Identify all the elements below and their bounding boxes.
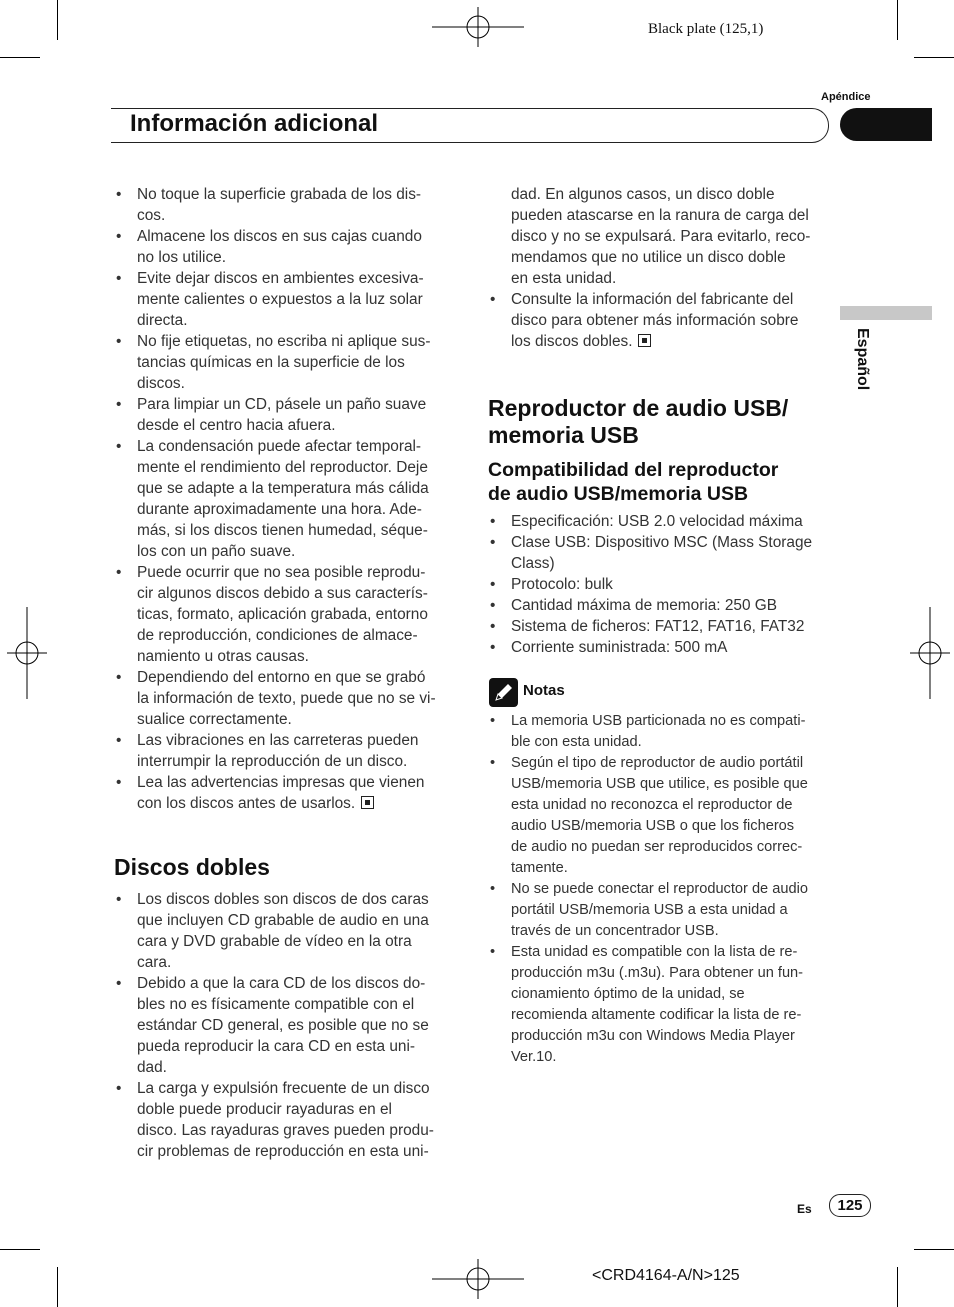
list-item	[114, 1078, 459, 1162]
text-line: los con un paño suave.	[137, 543, 296, 560]
language-label: Español	[854, 328, 871, 391]
plate-label: Black plate (125,1)	[648, 21, 764, 37]
text-line: pueda reproducir la cara CD en esta uni-	[137, 1038, 416, 1055]
list-item	[488, 289, 836, 352]
list-item	[114, 394, 459, 436]
note-pencil-icon	[489, 678, 518, 707]
text-line: cir algunos discos debido a sus caracterís-	[137, 585, 428, 602]
text-line: dad.	[137, 1059, 167, 1076]
text-line: en esta unidad.	[511, 270, 617, 287]
text-line: los discos dobles.	[511, 333, 633, 350]
text-line: bles no es físicamente compatible con el	[137, 996, 415, 1013]
text-line: doble puede producir rayaduras en el	[137, 1101, 392, 1118]
text-line: disco para obtener más información sobre	[511, 312, 799, 329]
usb-section-heading	[488, 395, 788, 449]
text-line: No se puede conectar el reproductor de audio	[511, 881, 808, 897]
text-line: audio USB/memoria USB o que los ficheros	[511, 818, 795, 834]
text-line: directa.	[137, 312, 188, 329]
text-line: tancias químicas en la superficie de los	[137, 354, 405, 371]
text-line: dad. En algunos casos, un disco doble	[511, 186, 775, 203]
list-item	[488, 753, 838, 879]
appendix-label: Apéndice	[821, 91, 871, 103]
text-line: ticas, formato, aplicación grabada, entorno	[137, 606, 428, 623]
discos-dobles-heading: Discos dobles	[114, 854, 270, 880]
text-line: La condensación puede afectar temporal-	[137, 438, 422, 455]
crop-mark	[897, 1267, 898, 1307]
discos-dobles-list	[114, 889, 459, 1162]
text-line: de audio no puedan ser reproducidos correc-	[511, 839, 803, 855]
list-item	[114, 772, 459, 814]
text-line: Especificación: USB 2.0 velocidad máxima	[511, 513, 803, 530]
list-item	[488, 637, 838, 658]
text-line: La memoria USB particionada no es compati-	[511, 713, 806, 729]
text-line: No toque la superficie grabada de los dis-	[137, 186, 422, 203]
end-mark-icon	[361, 796, 374, 809]
text-line: Esta unidad es compatible con la lista de re-	[511, 944, 798, 960]
text-line: Debido a que la cara CD de los discos do-	[137, 975, 426, 992]
text-line: producción m3u (.m3u). Para obtener un fun-	[511, 965, 804, 981]
list-item	[114, 562, 459, 667]
text-line: durante aproximadamente una hora. Ade-	[137, 501, 422, 518]
text-line: Clase USB: Dispositivo MSC (Mass Storage	[511, 534, 813, 551]
list-item	[114, 889, 459, 973]
text-line: Dependiendo del entorno en que se grabó	[137, 669, 426, 686]
text-line: esta unidad no reconozca el reproductor de	[511, 797, 793, 813]
list-item	[488, 711, 838, 753]
chapter-tab	[840, 108, 932, 141]
text-line: no los utilice.	[137, 249, 226, 266]
list-item	[114, 667, 459, 730]
text-line: estándar CD general, es posible que no se	[137, 1017, 429, 1034]
text-line: Los discos dobles son discos de dos caras	[137, 891, 429, 908]
text-line: Según el tipo de reproductor de audio portátil	[511, 755, 804, 771]
text-line: que incluyen CD grabable de audio en una	[137, 912, 429, 929]
text-line: memoria USB	[488, 422, 639, 448]
section-header-title: Información adicional	[130, 110, 379, 137]
text-line: pueden atascarse en la ranura de carga del	[511, 207, 809, 224]
language-code: Es	[797, 1202, 812, 1216]
crop-mark	[0, 57, 40, 58]
notes-list	[488, 711, 838, 1068]
list-item	[488, 532, 838, 574]
text-line: desde el centro hacia afuera.	[137, 417, 336, 434]
text-line: la información de texto, puede que no se vi-	[137, 690, 436, 707]
text-line: Lea las advertencias impresas que vienen	[137, 774, 425, 791]
text-line: portátil USB/memoria USB a esta unidad a	[511, 902, 788, 918]
list-item	[488, 942, 838, 1068]
list-item	[114, 184, 459, 226]
usb-spec-list	[488, 511, 838, 658]
registration-mark-icon	[432, 1259, 524, 1299]
end-mark-icon	[638, 334, 651, 347]
text-line: cir problemas de reproducción en esta uni-	[137, 1143, 429, 1160]
text-line: de reproducción, condiciones de almace-	[137, 627, 418, 644]
text-line: Consulte la información del fabricante del	[511, 291, 794, 308]
list-item	[114, 331, 459, 394]
text-line: Cantidad máxima de memoria: 250 GB	[511, 597, 778, 614]
text-line: interrumpir la reproducción de un disco.	[137, 753, 408, 770]
crop-mark	[914, 1249, 954, 1250]
text-line: de audio USB/memoria USB	[488, 483, 749, 505]
care-tips-list	[114, 184, 459, 814]
language-tab-marker	[840, 306, 932, 320]
crop-mark	[57, 1267, 58, 1307]
text-line: USB/memoria USB que utilice, es posible que	[511, 776, 808, 792]
text-line: recomienda altamente codificar la lista de re-	[511, 1007, 802, 1023]
consulte-list	[488, 289, 836, 352]
list-item	[114, 268, 459, 331]
text-line: ble con esta unidad.	[511, 734, 642, 750]
list-item	[488, 511, 838, 532]
text-line: discos.	[137, 375, 185, 392]
page-number: 125	[829, 1194, 871, 1217]
text-line: mente el rendimiento del reproductor. Deje	[137, 459, 428, 476]
list-item	[488, 574, 838, 595]
registration-mark-icon	[7, 607, 47, 699]
registration-mark-icon	[432, 7, 524, 47]
list-item	[114, 226, 459, 268]
list-item	[114, 436, 459, 562]
text-line: Para limpiar un CD, pásele un paño suave	[137, 396, 427, 413]
list-item	[114, 973, 459, 1078]
text-line: cara.	[137, 954, 172, 971]
text-line: mendamos que no utilice un disco doble	[511, 249, 786, 266]
crop-mark	[897, 0, 898, 40]
text-line: con los discos antes de usarlos.	[137, 795, 356, 812]
compat-subheading	[488, 458, 778, 506]
list-item	[488, 595, 838, 616]
list-item	[114, 730, 459, 772]
continuation-paragraph	[511, 184, 836, 289]
text-line: Reproductor de audio USB/	[488, 395, 789, 421]
text-line: Puede ocurrir que no sea posible reprodu-	[137, 564, 426, 581]
text-line: Protocolo: bulk	[511, 576, 613, 593]
text-line: tamente.	[511, 860, 568, 876]
list-item	[488, 879, 838, 942]
text-line: disco y no se expulsará. Para evitarlo, reco-	[511, 228, 811, 245]
text-line: namiento u otras causas.	[137, 648, 309, 665]
text-line: Almacene los discos en sus cajas cuando	[137, 228, 422, 245]
text-line: Corriente suministrada: 500 mA	[511, 639, 728, 656]
list-item	[488, 616, 838, 637]
text-line: Compatibilidad del reproductor	[488, 459, 779, 481]
text-line: que se adapte a la temperatura más cálida	[137, 480, 429, 497]
notes-label: Notas	[523, 682, 565, 699]
text-line: No fije etiquetas, no escriba ni aplique sus-	[137, 333, 431, 350]
crop-mark	[0, 1249, 40, 1250]
text-line: cionamiento óptimo de la unidad, se	[511, 986, 745, 1002]
text-line: Sistema de ficheros: FAT12, FAT16, FAT32	[511, 618, 805, 635]
text-line: Ver.10.	[511, 1049, 557, 1065]
document-code: <CRD4164-A/N>125	[592, 1267, 740, 1284]
text-line: producción m3u con Windows Media Player	[511, 1028, 795, 1044]
text-line: Las vibraciones en las carreteras pueden	[137, 732, 419, 749]
language-tab	[843, 328, 875, 408]
text-line: través de un concentrador USB.	[511, 923, 719, 939]
text-line: cara y DVD grabable de vídeo en la otra	[137, 933, 412, 950]
crop-mark	[57, 0, 58, 40]
crop-mark	[914, 57, 954, 58]
registration-mark-icon	[910, 607, 950, 699]
text-line: Class)	[511, 555, 555, 572]
text-line: Evite dejar discos en ambientes excesiva-	[137, 270, 424, 287]
text-line: cos.	[137, 207, 166, 224]
text-line: más, si los discos tienen humedad, séque-	[137, 522, 428, 539]
text-line: La carga y expulsión frecuente de un disco	[137, 1080, 430, 1097]
text-line: sualice correctamente.	[137, 711, 292, 728]
text-line: disco. Las rayaduras graves pueden produ-	[137, 1122, 434, 1139]
text-line: mente calientes o expuestos a la luz solar	[137, 291, 423, 308]
